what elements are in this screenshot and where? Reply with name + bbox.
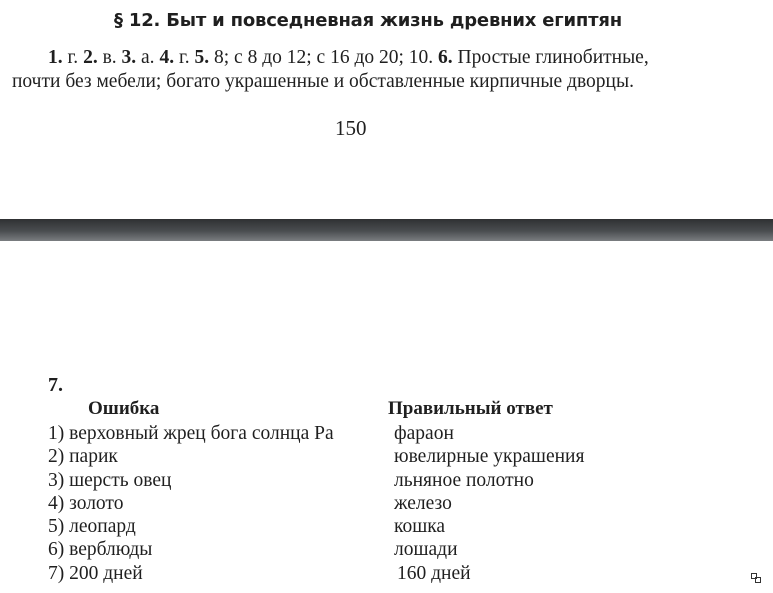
correct-cell: 160 дней (397, 562, 471, 584)
error-cell: 6) верблюды (48, 539, 153, 561)
correct-cell: ювелирные украшения (394, 446, 585, 468)
table-row (0, 422, 773, 445)
error-cell: 1) верховный жрец бога солнца Ра (48, 423, 334, 444)
page-number: 150 (335, 116, 367, 140)
column-header-error: Ошибка (88, 398, 160, 419)
answer-text: в. (97, 47, 122, 68)
table-row (0, 538, 773, 561)
page-separator (0, 219, 773, 241)
table-row (0, 562, 773, 585)
correct-cell: железо (394, 492, 452, 514)
answer-text: Простые глинобитные, (452, 47, 649, 68)
correct-cell: льняное полотно (394, 469, 534, 491)
corrections-table (0, 422, 773, 585)
correct-cell: лошади (394, 539, 458, 561)
correct-cell: кошка (394, 516, 446, 538)
correct-cell: фараон (394, 423, 454, 444)
error-cell: 4) золото (48, 492, 124, 514)
answer-text: 8; с 8 до 12; с 16 до 20; 10. (209, 47, 439, 68)
column-header-correct: Правильный ответ (388, 398, 553, 419)
table-row (0, 445, 773, 468)
answers-paragraph (12, 46, 752, 94)
error-cell: 2) парик (48, 446, 118, 468)
section-heading: § 12. Быт и повседневная жизнь древних египтян (114, 10, 622, 31)
task-number: 7. (48, 374, 63, 396)
answer-text: г. (174, 47, 195, 68)
error-cell: 7) 200 дней (48, 562, 143, 584)
error-cell: 3) шерсть овец (48, 469, 172, 491)
error-cell: 5) леопард (48, 516, 136, 538)
answers-line-1 (12, 46, 752, 70)
answer-text: г. (62, 47, 84, 68)
table-row (0, 469, 773, 492)
resize-corner-icon[interactable] (751, 573, 761, 583)
answer-num: 2. (83, 47, 98, 68)
answer-num: 4. (159, 47, 175, 68)
table-row (0, 492, 773, 515)
answer-text: а. (136, 47, 160, 68)
answer-num: 3. (121, 47, 137, 68)
table-row (0, 515, 773, 538)
answer-num: 6. (438, 47, 453, 68)
answers-line-2: почти без мебели; богато украшенные и обставленные кирпичные дворцы. (12, 71, 634, 92)
answer-num: 1. (48, 47, 63, 68)
answer-num: 5. (194, 47, 210, 68)
